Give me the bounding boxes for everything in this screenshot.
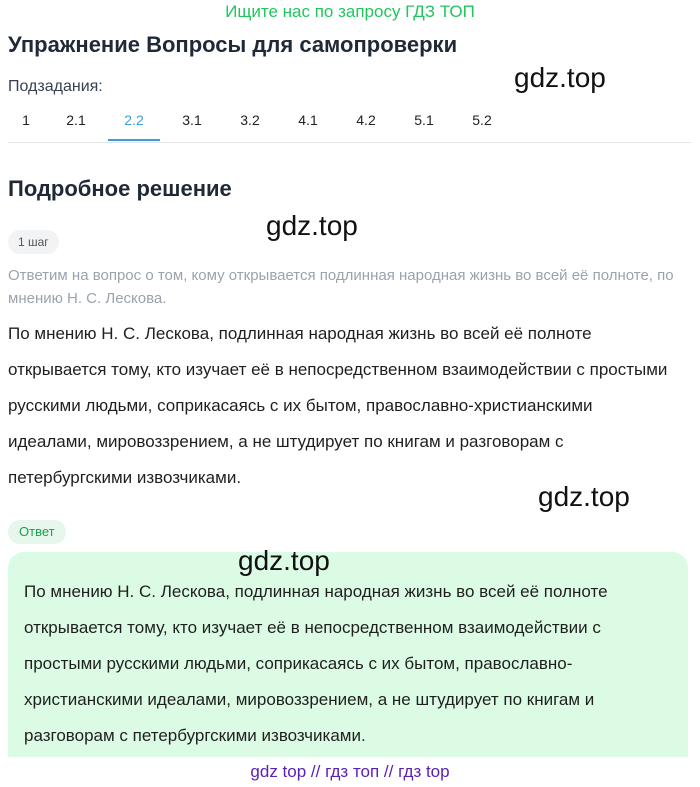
subtask-tab-3-1[interactable]: 3.1 [182,112,202,128]
footer-links[interactable]: gdz top // гдз топ // гдз top [250,762,450,781]
answer-box [8,552,688,757]
answer-text: По мнению Н. С. Лескова, подлинная народная жизнь во всей её полноте открывается тому, кто изучает её в непосредственном взаимодействии с простыми русскими людьми, соприкасаясь с их бытом, православно-христианскими идеалами, мировоззрением, а не штудирует по книгам и разговорам с петербургскими извозчиками. [24,582,608,745]
exercise-title: Упражнение Вопросы для самопроверки [8,32,458,57]
watermark: gdz.top [514,62,606,93]
subtask-tab-3-2[interactable]: 3.2 [240,112,260,128]
answer-badge: Ответ [8,520,66,544]
subtask-tab-4-2[interactable]: 4.2 [356,112,376,128]
step-intro: Ответим на вопрос о том, кому открывается подлинная народная жизнь во всей её полноте, по мнению Н. С. Лескова. [8,267,674,307]
search-banner: Ищите нас по запросу ГДЗ ТОП [225,2,475,21]
subtasks-label: Подзадания: [8,78,103,95]
solution-title: Подробное решение [8,176,232,201]
step-body: По мнению Н. С. Лескова, подлинная народная жизнь во всей её полноте открывается тому, кто изучает её в непосредственном взаимодействии с простыми русскими людьми, соприкасаясь с их бытом, православно-христианскими идеалами, мировоззрением, а не штудирует по книгам и разговорам с петербургскими извозчиками. [8,324,668,487]
subtask-tab-2-2[interactable]: 2.2 [108,106,160,141]
watermark: gdz.top [266,210,358,241]
subtask-tab-5-2[interactable]: 5.2 [472,112,492,128]
subtask-tab-2-1[interactable]: 2.1 [66,112,86,128]
subtask-tab-5-1[interactable]: 5.1 [414,112,434,128]
subtask-tabs [8,106,692,143]
subtask-tab-4-1[interactable]: 4.1 [298,112,318,128]
watermark: gdz.top [538,481,630,512]
step-badge: 1 шаг [8,230,59,254]
subtask-tab-1[interactable]: 1 [22,112,30,128]
watermark: gdz.top [238,545,330,576]
